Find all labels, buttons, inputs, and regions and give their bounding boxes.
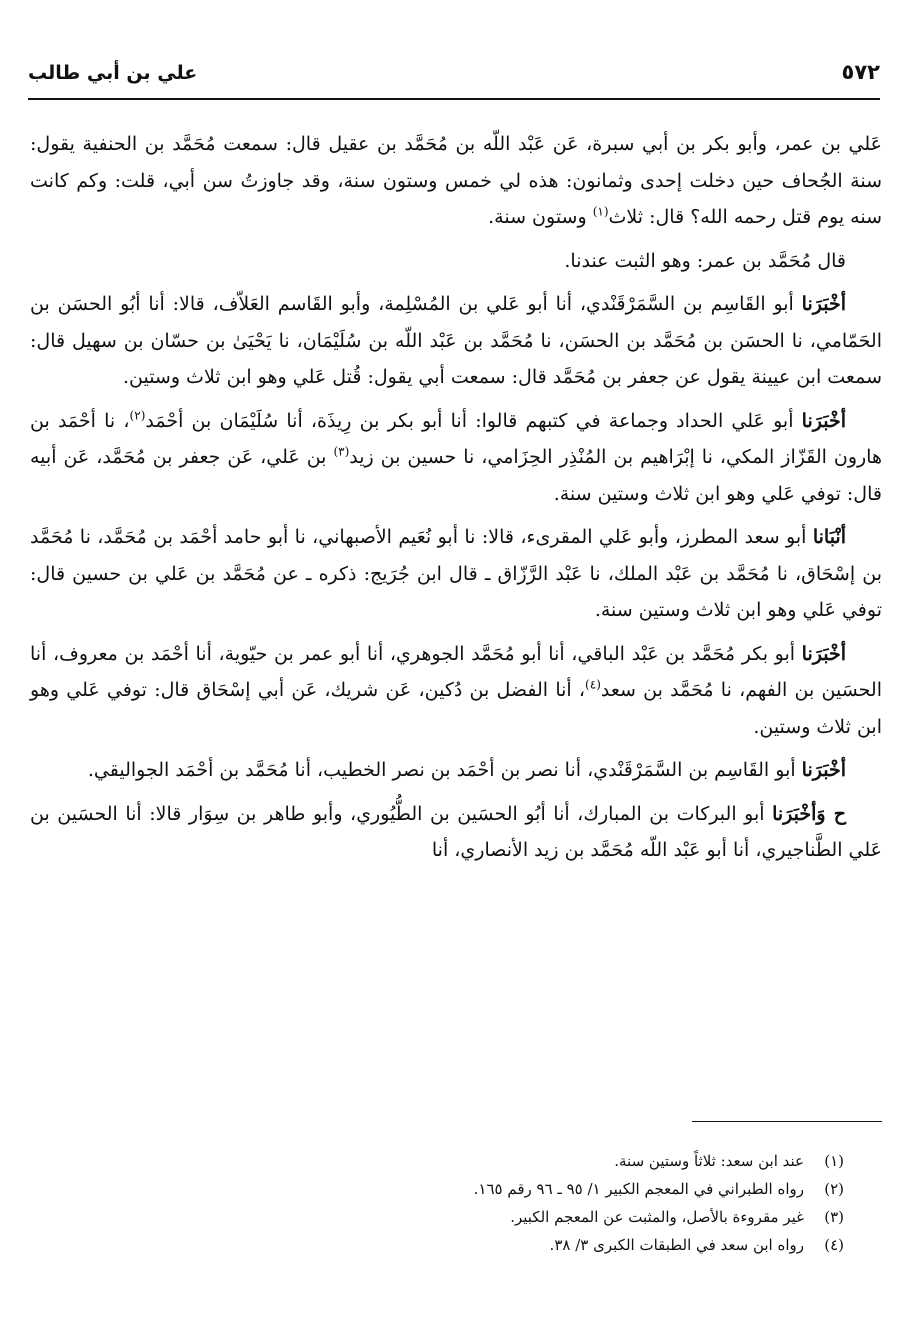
footnote-text: رواه ابن سعد في الطبقات الكبرى ٣/ ٣٨. (549, 1236, 804, 1254)
footnote-ref-4: (٤) (585, 677, 601, 692)
paragraph-text: عَلي بن عمر، وأبو بكر بن أبي سبرة، عَن عَبْد اللّه بن مُحَمَّد بن عقيل قال: سمعت مُحَمَّد بن الحنفية يقول: سنة الجُحاف حين دخلت إحدى وثمانون: هذه لي خمس وستون سنة، وقد جاوزتُ سن أبي، قلت: وكم كانت سنه يوم قتل رحمه الله؟ قال: ثلاث (30, 133, 882, 228)
footnote-number: (٣) (824, 1208, 844, 1226)
page-number: ٥٧٢ (841, 60, 880, 84)
paragraph-lead: أخْبَرَنا (801, 293, 846, 315)
paragraph-2 (30, 243, 882, 280)
paragraph-lead: أخْبَرَنا (801, 642, 846, 665)
paragraph-tail: ، أنا الفضل بن دُكين، عَن شريك، عَن أبي إسْحَاق قال: توفي عَلي وهو ابن ثلاث وستين. (30, 679, 882, 738)
paragraph-lead: أخْبَرَنا (801, 409, 846, 432)
paragraph-tail: ، نا أحْمَد بن هارون القَزّاز المكي، نا إبْرَاهيم بن المُنْذِر الحِزَامي، نا حسين بن زيد (30, 409, 882, 468)
running-title: علي بن أبي طالب (28, 62, 198, 84)
footnote-number: (٢) (824, 1180, 844, 1198)
page-header (28, 58, 880, 100)
paragraph-text: قال مُحَمَّد بن عمر: وهو الثبت عندنا. (564, 249, 846, 272)
paragraph-text: أبو بكر مُحَمَّد بن عَبْد الباقي، أنا أبو مُحَمَّد الجوهري، أنا أبو عمر بن حيّوية، أنا أحْمَد بن معروف، أنا الحسَين بن الفهم، نا مُحَمَّد بن سعد (30, 642, 882, 701)
paragraph-lead: ح وَأخْبَرَنا (772, 802, 846, 825)
footnote-2 (30, 1176, 844, 1202)
paragraph-6 (30, 636, 882, 746)
paragraph-8 (30, 796, 882, 869)
footnote-3 (30, 1204, 844, 1230)
paragraph-lead: أخْبَرَنا (801, 759, 846, 781)
paragraph-tail: وستون سنة. (488, 206, 593, 228)
paragraph-text: أبو سعد المطرز، وأبو عَلي المقرىء، قالا: نا أبو نُعَيم الأصبهاني، نا أبو حامد أحْمَد بن مُحَمَّد، نا مُحَمَّد بن إسْحَاق، نا مُحَمَّد بن عَبْد الملك، نا عَبْد الرَّزّاق ـ قال ابن جُرَيج: ذكره ـ عن مُحَمَّد بن عَلي بن حسين قال: توفي عَلي وهو ابن ثلاث وستين سنة. (30, 526, 882, 621)
paragraph-7 (30, 752, 882, 789)
footnote-1 (30, 1148, 844, 1174)
paragraph-5 (30, 519, 882, 629)
paragraph-text: أبو القَاسِم بن السَّمَرْقَنْدي، أنا أبو عَلي بن المُسْلِمة، وأبو القَاسم العَلاّف، قالا: أنا أبُو الحسَن بن الحَمّامي، نا الحسَن بن مُحَمَّد بن الحسَن، نا مُحَمَّد بن عَبْد اللّه بن سُلَيْمَان، نا يَحْيَىٰ بن حسّان بن سهيل قال: سمعت ابن عيينة يقول عن جعفر بن مُحَمَّد قال: سمعت أبي يقول: قُتل عَلي وهو ابن ثلاث وستين. (30, 293, 882, 388)
footnotes (30, 1148, 844, 1260)
paragraph-text: أبو البركات بن المبارك، أنا أبُو الحسَين بن الطُّيُوري، وأبو طاهر بن سِوَار قالا: أنا الحسَين بن عَلي الطَّناجيري، أنا أبو عَبْد اللّه مُحَمَّد بن زيد الأنصاري، أنا (30, 802, 882, 861)
footnote-4 (30, 1232, 844, 1258)
main-text (30, 126, 882, 869)
footnote-number: (١) (824, 1152, 844, 1170)
footnote-text: غير مقروءة بالأصل، والمثبت عن المعجم الكبير. (510, 1208, 804, 1226)
footnote-ref-2: (٢) (129, 408, 146, 423)
paragraph-lead: أنْبَانا (812, 526, 846, 548)
paragraph-text: أبو القَاسِم بن السَّمَرْقَنْدي، أنا نصر بن أحْمَد بن نصر الخطيب، أنا مُحَمَّد بن أحْمَد الجواليقي. (87, 759, 802, 781)
footnote-text: عند ابن سعد: ثلاثاً وستين سنة. (614, 1152, 804, 1170)
footnote-text: رواه الطبراني في المعجم الكبير ١/ ٩٥ ـ ٩٦ رقم ١٦٥. (473, 1180, 804, 1198)
footnote-number: (٤) (824, 1236, 844, 1254)
paragraph-3 (30, 286, 882, 396)
paragraph-tail-2: بن عَلي، عَن جعفر بن مُحَمَّد، عَن أبيه قال: توفي عَلي وهو ابن ثلاث وستين سنة. (30, 446, 882, 505)
footnote-ref-3: (٣) (333, 444, 350, 459)
paragraph-1 (30, 126, 882, 236)
footnote-separator (692, 1121, 882, 1122)
paragraph-text: أبو عَلي الحداد وجماعة في كتبهم قالوا: أنا أبو بكر بن رِيذَة، أنا سُلَيْمَان بن أحْمَد (145, 409, 802, 432)
paragraph-4 (30, 403, 882, 513)
footnote-ref-1: (١) (592, 204, 609, 219)
